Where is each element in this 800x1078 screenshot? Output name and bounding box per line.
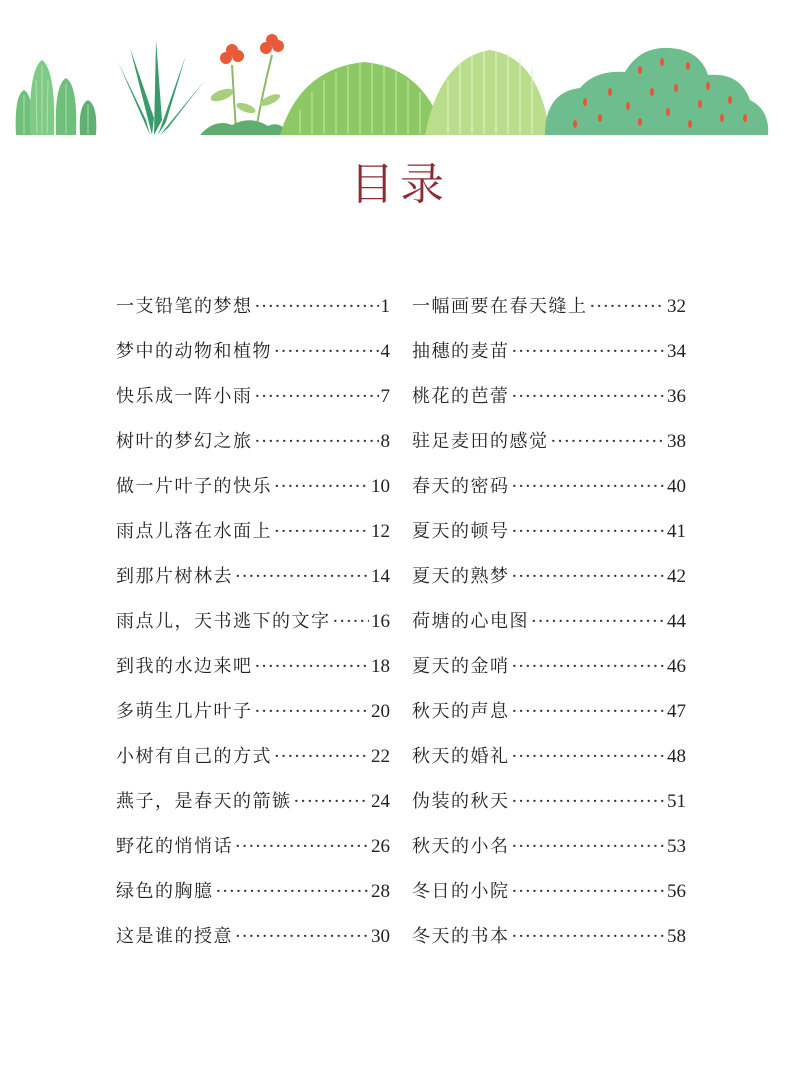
toc-entry[interactable] (116, 472, 390, 517)
dot-leader (512, 656, 666, 677)
toc-entry[interactable] (116, 787, 390, 832)
toc-entry-page: 20 (371, 701, 390, 722)
toc-entry-title: 一幅画要在春天缝上 (412, 296, 588, 317)
dot-leader (512, 521, 666, 542)
toc-entry-title: 夏天的顿号 (412, 521, 510, 542)
toc-entry-title: 抽穗的麦苗 (412, 341, 510, 362)
dot-leader (590, 296, 666, 317)
toc-entry-title: 快乐成一阵小雨 (116, 386, 253, 407)
toc-entry-page: 34 (667, 341, 686, 362)
toc-entry[interactable] (412, 337, 686, 382)
toc-entry-page: 47 (667, 701, 686, 722)
toc-entry-title: 荷塘的心电图 (412, 611, 529, 632)
dot-leader (551, 431, 666, 452)
toc-entry[interactable] (116, 292, 390, 337)
toc-entry[interactable] (116, 877, 390, 922)
toc-left-column (116, 292, 390, 967)
toc-entry-page: 56 (667, 881, 686, 902)
dot-leader (235, 836, 369, 857)
toc-entry-page: 1 (380, 296, 390, 317)
toc-entry-title: 冬日的小院 (412, 881, 510, 902)
dot-leader (255, 386, 379, 407)
toc-entry-page: 44 (667, 611, 686, 632)
toc-entry[interactable] (412, 742, 686, 787)
toc-entry-page: 32 (667, 296, 686, 317)
dot-leader (512, 566, 666, 587)
toc-entry[interactable] (412, 607, 686, 652)
toc-entry-page: 38 (667, 431, 686, 452)
toc-entry-page: 10 (371, 476, 390, 497)
toc-entry-title: 秋天的婚礼 (412, 746, 510, 767)
toc-entry-title: 雨点儿落在水面上 (116, 521, 272, 542)
dot-leader (512, 791, 666, 812)
toc-entry[interactable] (116, 337, 390, 382)
toc-entry-title: 燕子，是春天的箭镞 (116, 791, 292, 812)
toc-entry-page: 46 (667, 656, 686, 677)
dot-leader (235, 566, 369, 587)
toc-entry-title: 野花的悄悄话 (116, 836, 233, 857)
toc-entry[interactable] (412, 292, 686, 337)
dot-leader (274, 341, 379, 362)
toc-entry-page: 14 (371, 566, 390, 587)
toc-entry[interactable] (412, 877, 686, 922)
toc-entry-title: 冬天的书本 (412, 926, 510, 947)
toc-entry-title: 夏天的熟梦 (412, 566, 510, 587)
dot-leader (512, 746, 666, 767)
toc-entry[interactable] (116, 742, 390, 787)
dot-leader (512, 341, 666, 362)
toc-entry[interactable] (116, 652, 390, 697)
dot-leader (512, 476, 666, 497)
toc-entry-title: 驻足麦田的感觉 (412, 431, 549, 452)
toc-entry-page: 8 (380, 431, 390, 452)
dot-leader (512, 701, 666, 722)
toc-entry-page: 18 (371, 656, 390, 677)
toc-entry-title: 夏天的金哨 (412, 656, 510, 677)
toc-entry[interactable] (412, 562, 686, 607)
toc-entry-page: 7 (380, 386, 390, 407)
toc-entry[interactable] (116, 562, 390, 607)
toc-entry-page: 51 (667, 791, 686, 812)
toc-entry-page: 12 (371, 521, 390, 542)
toc-entry[interactable] (116, 427, 390, 472)
toc-entry[interactable] (412, 382, 686, 427)
dot-leader (255, 296, 379, 317)
berry-bush (545, 48, 768, 135)
toc-entry-page: 28 (371, 881, 390, 902)
dot-leader (531, 611, 665, 632)
toc-entry-page: 26 (371, 836, 390, 857)
toc-entry[interactable] (116, 607, 390, 652)
toc-entry[interactable] (116, 517, 390, 562)
toc-entry-title: 秋天的声息 (412, 701, 510, 722)
dot-leader (333, 611, 370, 632)
cactus-plants (16, 60, 97, 135)
dot-leader (274, 476, 369, 497)
dot-leader (512, 386, 666, 407)
toc-entry-page: 16 (371, 611, 390, 632)
toc-entry-page: 4 (380, 341, 390, 362)
toc-entry-title: 绿色的胸臆 (116, 881, 214, 902)
dot-leader (512, 881, 666, 902)
striped-hills (280, 50, 550, 135)
toc-entry-title: 桃花的芭蕾 (412, 386, 510, 407)
toc-entry[interactable] (116, 382, 390, 427)
toc-entry-page: 40 (667, 476, 686, 497)
toc-entry-title: 多萌生几片叶子 (116, 701, 253, 722)
toc-entry-page: 36 (667, 386, 686, 407)
dot-leader (235, 926, 369, 947)
toc-entry[interactable] (412, 517, 686, 562)
toc-entry-page: 53 (667, 836, 686, 857)
dot-leader (216, 881, 370, 902)
dot-leader (294, 791, 370, 812)
toc-entry-title: 春天的密码 (412, 476, 510, 497)
toc-entry[interactable] (116, 697, 390, 742)
dot-leader (512, 836, 666, 857)
spiky-grass-plant (105, 40, 205, 135)
dot-leader (255, 431, 379, 452)
toc-entry[interactable] (116, 922, 390, 967)
toc-entry[interactable] (412, 427, 686, 472)
toc-entry[interactable] (412, 697, 686, 742)
plants-banner-illustration (0, 0, 800, 150)
toc-entry-title: 这是谁的授意 (116, 926, 233, 947)
dot-leader (255, 701, 370, 722)
toc-entry-page: 42 (667, 566, 686, 587)
dot-leader (274, 746, 369, 767)
toc-entry-title: 秋天的小名 (412, 836, 510, 857)
toc-entry-page: 30 (371, 926, 390, 947)
dot-leader (512, 926, 666, 947)
toc-entry-title: 到那片树林去 (116, 566, 233, 587)
toc-entry-title: 做一片叶子的快乐 (116, 476, 272, 497)
toc-entry[interactable] (412, 472, 686, 517)
toc-entry-title: 树叶的梦幻之旅 (116, 431, 253, 452)
red-flowers (200, 34, 290, 135)
toc-entry-title: 梦中的动物和植物 (116, 341, 272, 362)
dot-leader (274, 521, 369, 542)
toc-entry-page: 24 (371, 791, 390, 812)
toc-entry-page: 58 (667, 926, 686, 947)
toc-entry[interactable] (412, 922, 686, 967)
toc-entry-page: 48 (667, 746, 686, 767)
toc-entry-title: 伪装的秋天 (412, 791, 510, 812)
toc-entry-title: 到我的水边来吧 (116, 656, 253, 677)
page-title: 目录 (350, 159, 450, 210)
toc-entry-page: 41 (667, 521, 686, 542)
toc-entry-title: 雨点儿，天书逃下的文字 (116, 611, 331, 632)
toc-entry[interactable] (116, 832, 390, 877)
dot-leader (255, 656, 370, 677)
toc-entry[interactable] (412, 787, 686, 832)
toc-entry[interactable] (412, 832, 686, 877)
toc-entry-page: 22 (371, 746, 390, 767)
toc-entry-title: 一支铅笔的梦想 (116, 296, 253, 317)
toc-entry-title: 小树有自己的方式 (116, 746, 272, 767)
toc-right-column (412, 292, 686, 967)
toc-entry[interactable] (412, 652, 686, 697)
